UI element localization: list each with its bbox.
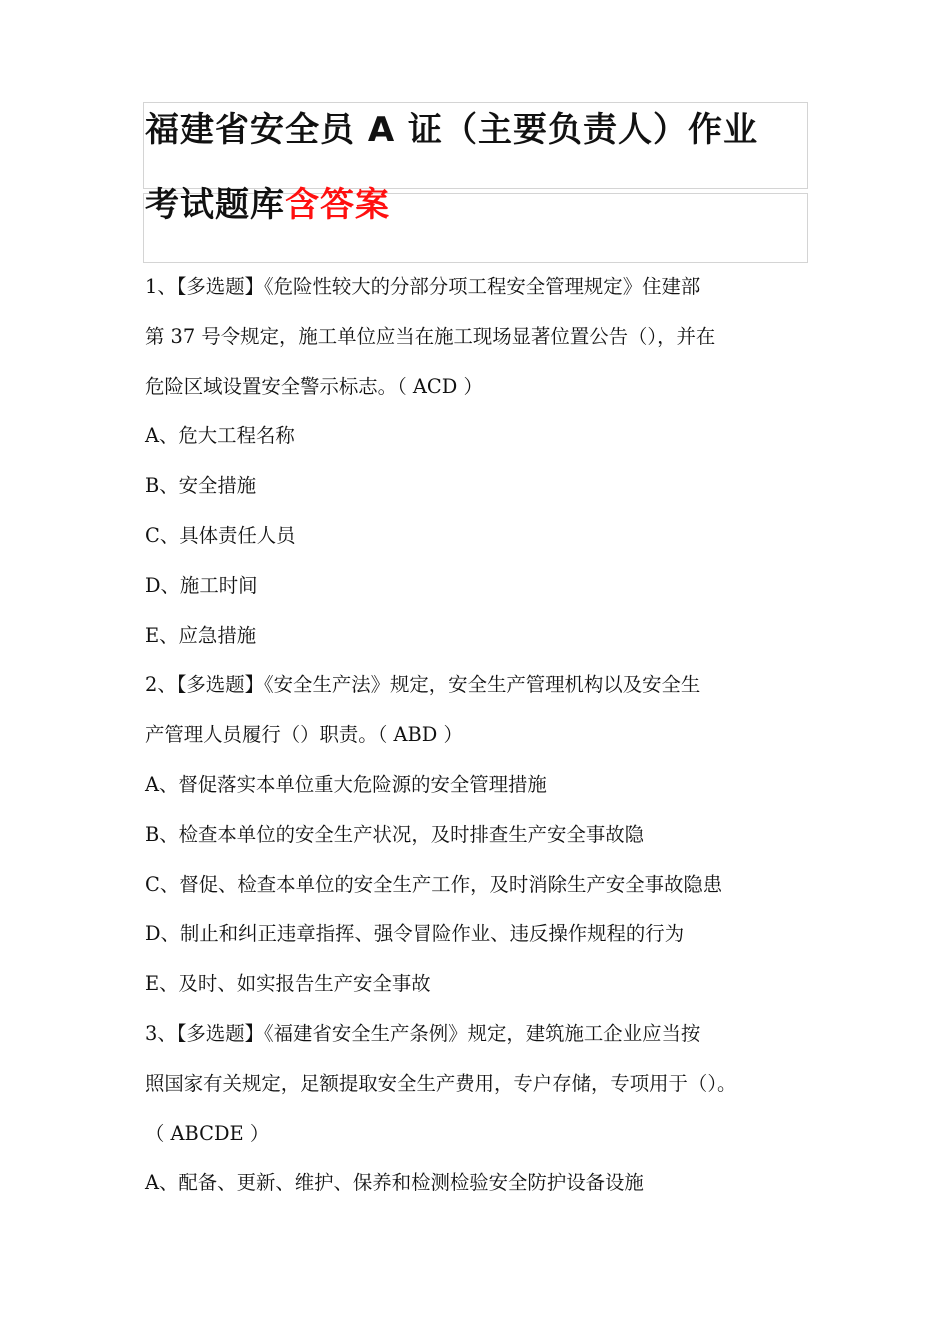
- option-line: E、及时、如实报告生产安全事故: [145, 972, 431, 996]
- option-line: C、具体责任人员: [145, 523, 296, 547]
- option-line: A、危大工程名称: [145, 424, 295, 448]
- title-red-part: 含答案: [285, 185, 390, 225]
- text-line: 危险区域设置安全警示标志。（ ACD ）: [145, 374, 483, 398]
- option-line: D、制止和纠正违章指挥、强令冒险作业、违反操作规程的行为: [145, 922, 685, 946]
- option-line: C、督促、检查本单位的安全生产工作，及时消除生产安全事故隐患: [145, 872, 723, 896]
- text-line: 产管理人员履行（）职责。（ ABD ）: [145, 723, 463, 747]
- document-title-line-1: 福建省安全员 A 证（主要负责人）作业: [145, 110, 758, 150]
- text-line: 照国家有关规定，足额提取安全生产费用，专户存储，专项用于（）。: [145, 1071, 737, 1095]
- option-line: E、应急措施: [145, 623, 257, 647]
- text-line: 第 37 号令规定，施工单位应当在施工现场显著位置公告（），并在: [145, 324, 716, 348]
- option-line: D、施工时间: [145, 573, 258, 597]
- document-title-line-2: [145, 183, 825, 227]
- text-line: （ ABCDE ）: [145, 1121, 270, 1145]
- title-black-part: 考试题库: [145, 185, 285, 225]
- option-line: B、安全措施: [145, 474, 257, 498]
- text-line: 1、【多选题】《危险性较大的分部分项工程安全管理规定》住建部: [145, 275, 701, 298]
- question-content: [145, 262, 810, 1208]
- option-line: B、检查本单位的安全生产状况，及时排查生产安全事故隐: [145, 822, 645, 846]
- text-line: 2、【多选题】《安全生产法》规定，安全生产管理机构以及安全生: [145, 673, 701, 697]
- option-line: A、配备、更新、维护、保养和检测检验安全防护设备设施: [145, 1171, 644, 1195]
- option-line: A、督促落实本单位重大危险源的安全管理措施: [145, 772, 547, 796]
- text-line: 3、【多选题】《福建省安全生产条例》规定，建筑施工企业应当按: [145, 1021, 701, 1045]
